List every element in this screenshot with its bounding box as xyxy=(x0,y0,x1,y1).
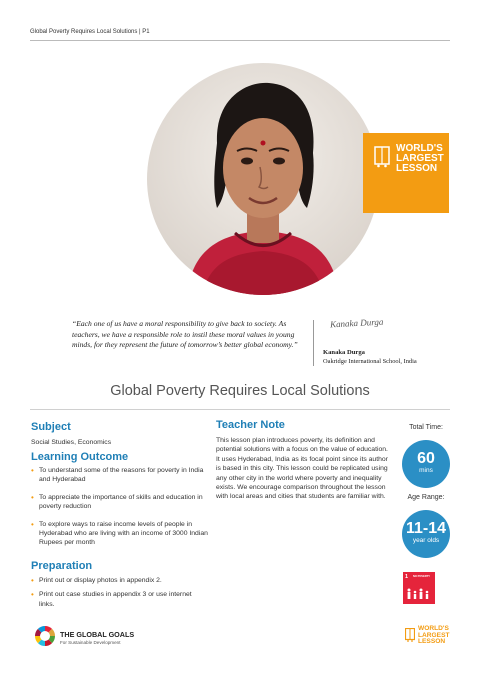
portrait-illustration xyxy=(147,63,379,295)
wll-footer-line: LARGEST xyxy=(418,631,450,639)
age-range-label: Age Range: xyxy=(407,494,445,501)
teacher-note-body: This lesson plan introduces poverty, its definition and potential solutions with a focus on the value of education. It uses Hyderabad, India as its focal point since its author is based in this city. This lesson could be replicated using any other city in the world where poverty and inequality exists. We encourage comparison throughout the lesson with local areas and cities that students are familiar with. xyxy=(216,437,388,501)
sdg-number: 1 xyxy=(405,574,409,580)
teacher-quote: “Each one of us have a moral responsibility to give back to society. As teachers, we have a responsible role to instil these moral values in young minds, for they represent the future of tomorrow’s better global economy.” xyxy=(72,319,298,349)
signature: Kanaka Durga xyxy=(329,316,384,330)
author-school: Oakridge International School, India xyxy=(323,358,417,365)
age-range-value: 11-14 xyxy=(405,520,447,537)
list-item: • To explore ways to raise income levels of people in Hyderabad who are living with an income of 3000 Indian Rupees per month xyxy=(31,520,209,548)
total-time-label: Total Time: xyxy=(409,424,443,431)
global-goals-subtitle: For Sustainable Development xyxy=(60,640,121,645)
learning-outcome-heading: Learning Outcome xyxy=(31,451,129,463)
total-time-unit: mins xyxy=(419,467,433,474)
sdg-caption: NO POVERTY xyxy=(413,575,431,578)
wll-book-icon xyxy=(405,628,415,642)
age-range-unit: year olds xyxy=(412,537,440,544)
global-goals-title: THE GLOBAL GOALS xyxy=(60,630,135,639)
list-item: • To understand some of the reasons for poverty in India and Hyderabad xyxy=(31,466,209,485)
badge-line: WORLD'S xyxy=(396,143,443,154)
teacher-portrait xyxy=(147,63,379,295)
book-icon xyxy=(374,146,390,168)
badge-text xyxy=(396,144,448,174)
list-item: • Print out or display photos in appendix 2. xyxy=(31,576,209,585)
header-divider xyxy=(30,40,450,41)
wll-footer-line: WORLD'S xyxy=(418,625,449,632)
wll-footer-line: LESSON xyxy=(418,638,446,646)
title-divider xyxy=(30,409,450,410)
preparation-heading: Preparation xyxy=(31,560,93,572)
learning-outcome-list xyxy=(31,466,209,556)
subject-value: Social Studies, Economics xyxy=(31,439,112,446)
total-time-badge xyxy=(402,440,450,488)
quote-divider xyxy=(313,320,314,366)
list-item: • To appreciate the importance of skills and education in poverty reduction xyxy=(31,493,209,512)
age-range-badge xyxy=(402,510,450,558)
global-goals-wheel-icon xyxy=(34,625,56,647)
badge-line: LARGEST xyxy=(396,153,444,164)
preparation-list xyxy=(31,576,209,614)
list-item: • Print out case studies in appendix 3 or use internet links. xyxy=(31,590,209,609)
author-name: Kanaka Durga xyxy=(323,349,365,356)
total-time-value: 60 xyxy=(417,450,435,467)
subject-heading: Subject xyxy=(31,421,71,433)
teacher-note-heading: Teacher Note xyxy=(216,419,285,431)
badge-line: LESSON xyxy=(396,163,438,174)
wll-footer-logo-text xyxy=(418,626,454,646)
running-header: Global Poverty Requires Local Solutions | P1 xyxy=(30,29,150,35)
lesson-title: Global Poverty Requires Local Solutions xyxy=(110,383,370,399)
family-icon xyxy=(406,588,432,600)
